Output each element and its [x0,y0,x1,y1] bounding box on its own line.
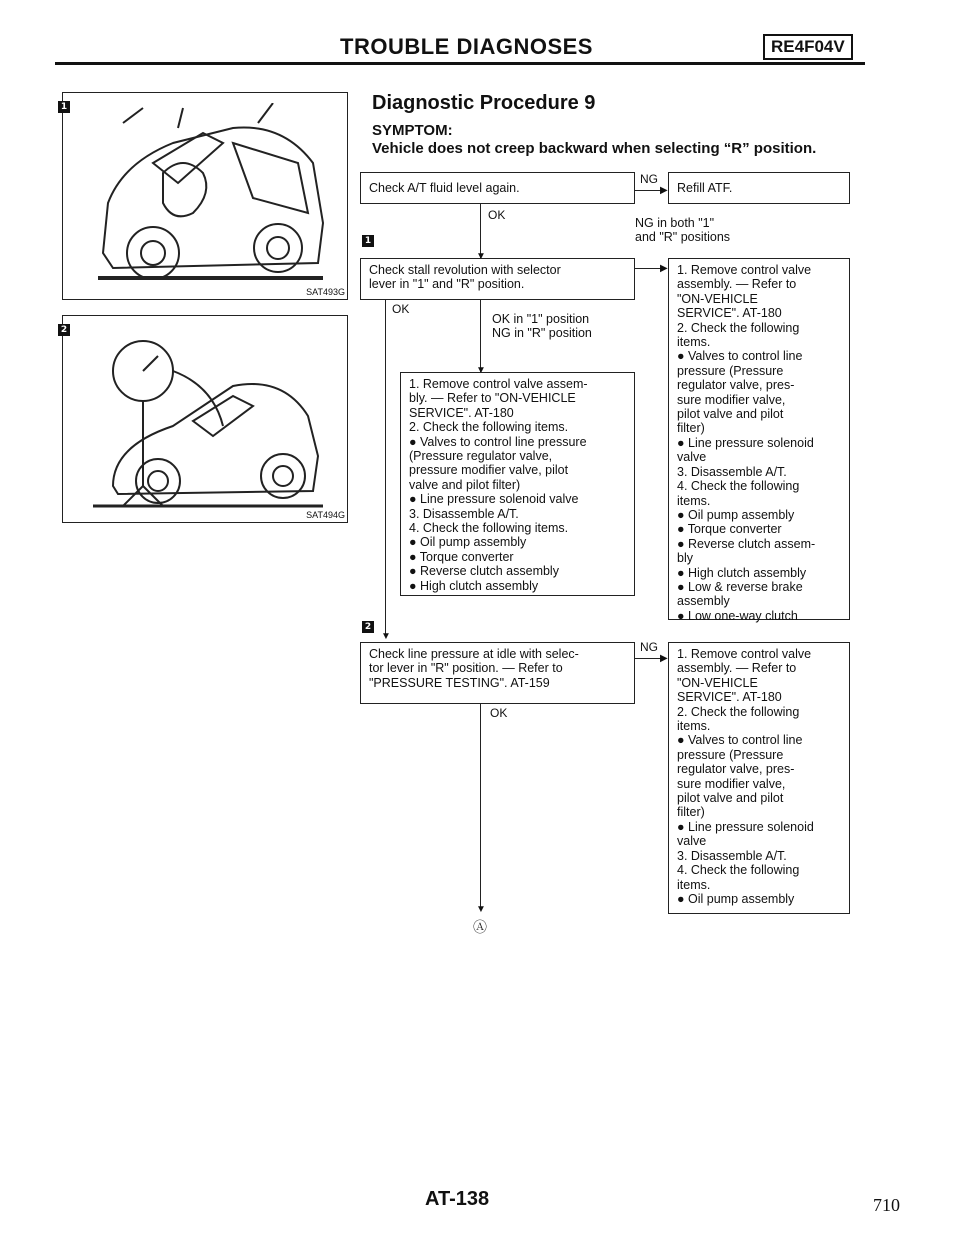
step1-ng-label: NG [640,172,658,186]
car-on-lift-illustration-icon [83,103,333,288]
arrow-down-icon: ▼ [476,251,486,262]
procedure-title: Diagnostic Procedure 9 [372,92,596,114]
step3-check-box [360,642,635,704]
step2-mixed-label: OK in "1" position NG in "R" position [492,312,592,341]
arrow-right-icon: ▶ [660,185,668,196]
car-pressure-gauge-illustration-icon [83,326,333,511]
figure-2 [62,315,348,523]
step2-ok-connector [385,300,386,636]
step2-check-box [360,258,635,300]
step2-ok-label: OK [392,302,410,316]
page-code: AT-138 [425,1188,490,1210]
figure-2-badge: 2 [58,324,70,336]
figure-1-badge: 1 [58,101,70,113]
step2-ng-action-box [668,258,850,623]
page-number: 710 [873,1195,900,1215]
figure-2-caption: SAT494G [306,510,345,520]
figure-1-caption: SAT493G [306,287,345,297]
step2-badge: 1 [362,235,374,247]
arrow-right-icon: ▶ [660,653,668,664]
arrow-down-icon: ▼ [381,631,391,642]
arrow-right-icon: ▶ [660,263,668,274]
step1-text: Check A/T fluid level again. [369,181,520,195]
step2-ng-label: NG in both "1" and "R" positions [635,216,731,245]
step3-ok-label: OK [490,706,508,720]
symptom-text: Vehicle does not creep backward when selecting “R” position. [372,140,817,157]
step1-ok-label: OK [488,208,506,222]
figure-1 [62,92,348,300]
step2-mixed-connector [480,300,481,372]
arrow-down-icon: ▼ [476,904,486,915]
step3-badge: 2 [362,621,374,633]
step1-ng-action: Refill ATF. [677,181,733,195]
step3-ng-action: 1. Remove control valve assembly. — Refer to "ON-VEHICLE SERVICE". AT-180 2. Check the following items. ● Valves to control line pressure (Pressure regulator valve, pres- sure modifier valve, pilot valve and pilot filter) ● Line pressure solenoid valve 3. Disassemble A/T. 4. Check the following items. ● Oil pump assembly [677,647,814,906]
step2-mixed-action-box [400,372,635,596]
step3-text: Check line pressure at idle with selec- tor lever in "R" position. — Refer to "PRESSURE TESTING". AT-159 [369,647,579,690]
step3-ok-connector [480,704,481,910]
continue-marker: Ⓐ [473,920,487,936]
step2-ng-action: 1. Remove control valve assembly. — Refer to "ON-VEHICLE SERVICE". AT-180 2. Check the following items. ● Valves to control line pressure (Pressure regulator valve, pres- sure modifier valve, pilot valve and pilot filter) ● Line pressure solenoid valve 3. Disassemble A/T. 4. Check the following items. ● Oil pump assembly ● Torque converter ● Reverse clutch assem- bly ● High clutch assembly ● Low & reverse brake assembly ● Low one-way clutch [677,263,816,623]
step3-ng-action-box [668,642,850,914]
header-rule [55,62,865,65]
model-code-badge: RE4F04V [763,34,853,60]
step3-ng-label: NG [640,640,658,654]
step2-mixed-action: 1. Remove control valve assem- bly. — Refer to "ON-VEHICLE SERVICE". AT-180 2. Check the following items. ● Valves to control line pressure (Pressure regulator valve, pressure modifier valve, pilot valve and pilot filter) ● Line pressure solenoid valve 3. Disassemble A/T. 4. Check the following items. ● Oil pump assembly ● Torque converter ● Reverse clutch assembly ● High clutch assembly [409,377,588,593]
step1-check-box [360,172,635,204]
page-header-title: TROUBLE DIAGNOSES [340,34,593,59]
step1-ok-connector [480,204,481,258]
symptom-label: SYMPTOM: [372,122,453,139]
step2-text: Check stall revolution with selector lever in "1" and "R" position. [369,263,561,292]
arrow-down-icon: ▼ [476,365,486,376]
step1-ng-action-box [668,172,850,204]
